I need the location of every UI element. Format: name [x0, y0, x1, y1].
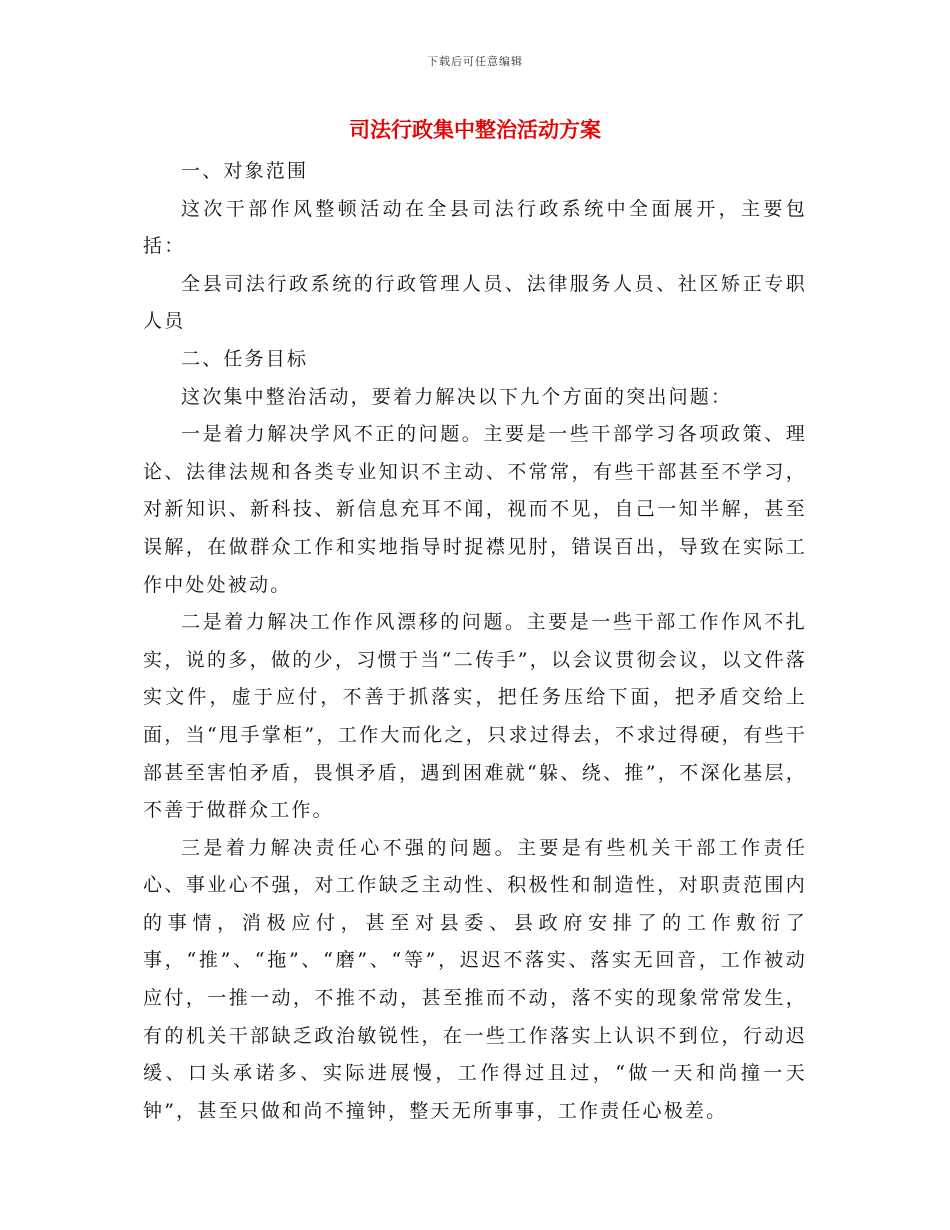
document-body: [143, 153, 807, 1130]
section-heading-scope: 一、对象范围: [181, 160, 309, 182]
paragraph-goal-2: 二是着力解决工作作风漂移的问题。主要是一些干部工作作风不扎实，说的多，做的少，习惯于当“二传手”，以会议贯彻会议，以文件落实文件，虚于应付，不善于抓落实，把任务压给下面，把矛盾交给上面，当“甩手掌柜”，工作大而化之，只求过得去，不求过得硬，有些干部甚至害怕矛盾，畏惧矛盾，遇到困难就“躲、绕、推”，不深化基层，不善于做群众工作。: [143, 611, 807, 822]
document-title: 司法行政集中整治活动方案: [349, 117, 601, 142]
header-note: 下载后可任意编辑: [427, 55, 523, 68]
paragraph-scope-personnel: 全县司法行政系统的行政管理人员、法律服务人员、社区矫正专职人员: [143, 272, 807, 333]
paragraph-goal-1: 一是着力解决学风不正的问题。主要是一些干部学习各项政策、理论、法律法规和各类专业知识不主动、不常常，有些干部甚至不学习，对新知识、新科技、新信息充耳不闻，视而不见，自己一知半解，甚至误解，在做群众工作和实地指导时捉襟见肘，错误百出，导致在实际工作中处处被动。: [143, 423, 807, 596]
paragraph-scope-intro: 这次干部作风整顿活动在全县司法行政系统中全面展开，主要包括：: [143, 197, 807, 258]
section-heading-goals: 二、任务目标: [181, 347, 309, 370]
paragraph-goals-intro: 这次集中整治活动，要着力解决以下九个方面的突出问题：: [181, 385, 733, 408]
paragraph-goal-3: 三是着力解决责任心不强的问题。主要是有些机关干部工作责任心、事业心不强，对工作缺乏主动性、积极性和制造性，对职责范围内的事情，消极应付，甚至对县委、县政府安排了的工作敷衍了事，“推”、“拖”、“磨”、“等”，迟迟不落实、落实无回音，工作被动应付，一推一动，不推不动，甚至推而不动，落不实的现象常常发生，有的机关干部缺乏政治敏锐性，在一些工作落实上认识不到位，行动迟缓、口头承诺多、实际进展慢，工作得过且过，“做一天和尚撞一天钟”，甚至只做和尚不撞钟，整天无所事事，工作责任心极差。: [143, 836, 807, 1122]
